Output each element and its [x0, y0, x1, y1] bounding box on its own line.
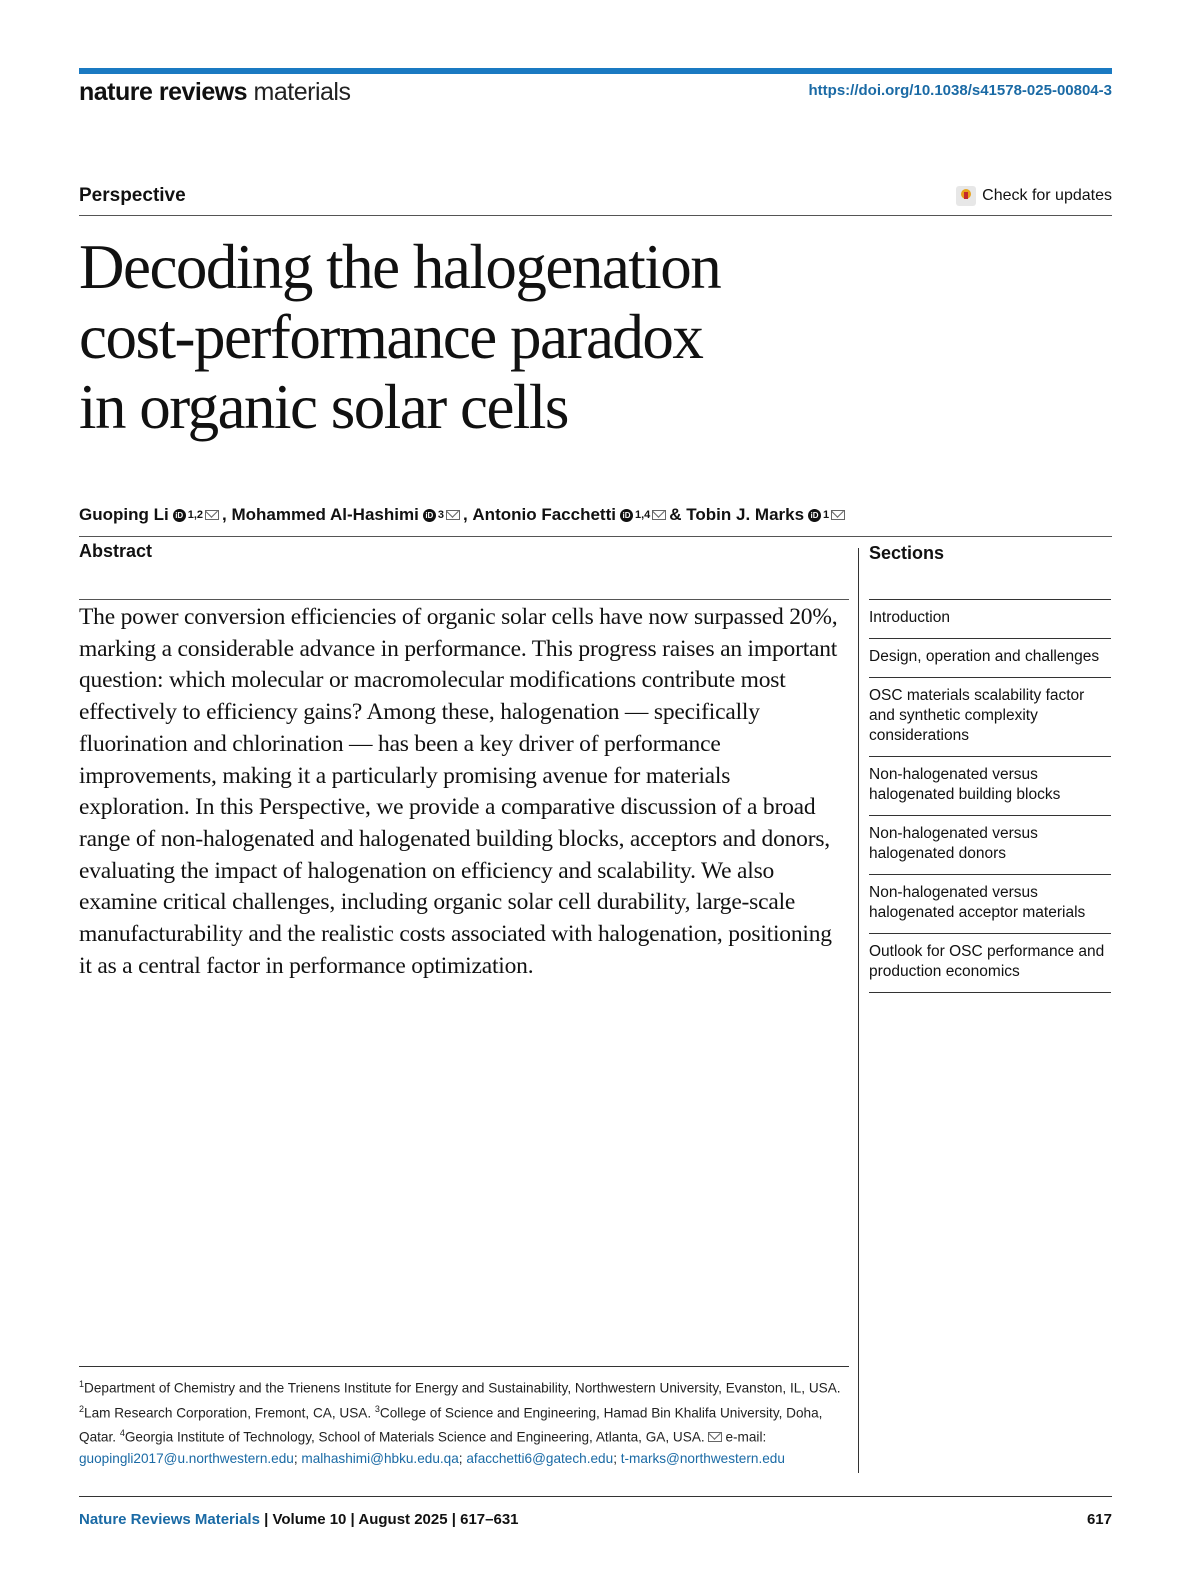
author-name[interactable]: Tobin J. Marks — [686, 505, 805, 524]
email-icon[interactable] — [446, 510, 460, 520]
footer-volume: Volume 10 — [272, 1511, 347, 1528]
footer-journal[interactable]: Nature Reviews Materials — [79, 1511, 260, 1528]
orcid-icon[interactable]: iD — [620, 509, 633, 522]
author-separator: , — [222, 505, 227, 524]
email-label: e-mail: — [725, 1429, 767, 1445]
abstract-text: The power conversion efficiencies of organic solar cells have now surpassed 20%, marking a considerable advance in performance. This progress raises an important question: which molecular or macromolecular modifications contribute most effectively to efficiency gains? Among these, halogenation — specifically fluorination and chlorination — has been a key driver of performance improvements, making it a particularly promising avenue for materials exploration. In this Perspective, we provide a comparative discussion of a broad range of non-halogenated and halogenated building blocks, acceptors and donors, evaluating the impact of halogenation on efficiency and scalability. We also examine critical challenges, including organic solar cell durability, large-scale manufacturability and the realistic costs associated with halogenation, positioning it as a central factor in performance optimization. — [79, 604, 838, 979]
email-icon[interactable] — [652, 510, 666, 520]
author-affiliation: 3 — [437, 509, 444, 521]
footnote-marker: 1 — [79, 1379, 85, 1389]
footnote-rule — [79, 1366, 849, 1367]
email-link[interactable]: guopingli2017@u.northwestern.edu — [79, 1450, 294, 1466]
orcid-icon[interactable]: iD — [423, 509, 436, 522]
page-footer: Nature Reviews Materials | Volume 10 | August 2025 | 617–631 — [79, 1511, 519, 1528]
section-link-introduction[interactable]: Introduction — [869, 599, 1111, 638]
title-rule — [79, 215, 1112, 216]
author-affiliation: 1 — [823, 509, 830, 521]
footer-rule — [79, 1496, 1112, 1497]
article-title — [79, 232, 939, 442]
affiliation-1: Department of Chemistry and the Trienens Institute for Energy and Sustainability, Northwestern University, Evanston, IL, USA. — [84, 1380, 841, 1396]
article-type: Perspective — [79, 185, 186, 206]
doi-link[interactable]: https://doi.org/10.1038/s41578-025-00804-3 — [808, 82, 1112, 99]
author-affiliation: 1,2 — [187, 509, 203, 521]
abstract-heading: Abstract — [79, 541, 153, 561]
email-link[interactable]: afacchetti6@gatech.edu — [466, 1450, 614, 1466]
email-link[interactable]: t-marks@northwestern.edu — [620, 1450, 785, 1466]
column-divider — [858, 548, 859, 1473]
sections-heading: Sections — [869, 543, 945, 563]
title-line: Decoding the halogenation — [79, 232, 721, 302]
section-link-acceptors[interactable]: Non-halogenated versus halogenated acceptor materials — [869, 874, 1111, 933]
header-accent-bar — [79, 68, 1112, 74]
orcid-icon[interactable]: iD — [808, 509, 821, 522]
author-separator: & — [669, 505, 682, 524]
section-link-donors[interactable]: Non-halogenated versus halogenated donors — [869, 815, 1111, 874]
affiliation-4: Georgia Institute of Technology, School of Materials Science and Engineering, Atlanta, GA, USA. — [124, 1429, 705, 1445]
title-line: cost-performance paradox — [79, 302, 703, 372]
check-updates-label: Check for updates — [982, 187, 1112, 204]
title-line: in organic solar cells — [79, 372, 568, 442]
orcid-icon[interactable]: iD — [173, 509, 186, 522]
author-affiliation: 1,4 — [634, 509, 651, 521]
check-updates-button[interactable] — [956, 186, 1112, 206]
brand-light: materials — [253, 78, 351, 106]
author-name[interactable]: Antonio Facchetti — [472, 505, 616, 524]
crossmark-icon — [956, 186, 976, 206]
author-list — [79, 505, 848, 525]
footnote-marker: 3 — [374, 1403, 380, 1414]
footer-date: August 2025 — [358, 1511, 448, 1528]
brand-bold: nature reviews — [79, 78, 248, 106]
author-separator: , — [462, 505, 468, 524]
email-icon — [708, 1432, 722, 1442]
affiliation-3: College of Science and Engineering, Hamad Bin Khalifa University, Doha, Qatar. — [79, 1405, 823, 1445]
journal-brand — [79, 78, 350, 107]
section-link-building-blocks[interactable]: Non-halogenated versus halogenated building blocks — [869, 756, 1111, 815]
affiliation-2: Lam Research Corporation, Fremont, CA, USA. — [84, 1405, 372, 1421]
section-link-design[interactable]: Design, operation and challenges — [869, 638, 1111, 677]
authors-rule — [79, 536, 1112, 537]
affiliations-footnote: $^1$Department of Chemistry and the Trienens Institute for Energy and Sustainability, Northwestern University, Evanston, IL, USA. $^2$Lam Research Corporation, Fremont, CA, USA. $^3$College of Science and Engineering, Hamad Bin Khalifa University, Doha, Qatar. $^4$Georgia Institute of Technology, School of Materials Science and Engineering, Atlanta, GA, USA. e-mail: guopingli2017@u.northwestern.edu; malhashimi@hbku.edu.qa; afacchetti6@gatech.edu; t-marks@northwestern.edu — [79, 1379, 841, 1466]
section-link-scalability[interactable]: OSC materials scalability factor and synthetic complexity considerations — [869, 677, 1111, 756]
footnote-marker: 2 — [79, 1403, 85, 1414]
footer-pages: 617–631 — [460, 1511, 519, 1528]
abstract-rule — [79, 599, 849, 600]
author-name[interactable]: Guoping Li — [79, 505, 169, 524]
email-icon[interactable] — [831, 510, 845, 520]
page-number: 617 — [1086, 1511, 1112, 1528]
section-link-outlook[interactable]: Outlook for OSC performance and production economics — [869, 933, 1111, 993]
footnote-marker: 4 — [119, 1428, 125, 1439]
email-link[interactable]: malhashimi@hbku.edu.qa — [301, 1450, 459, 1466]
email-icon[interactable] — [205, 510, 219, 520]
sections-list — [869, 599, 1111, 993]
author-name[interactable]: Mohammed Al-Hashimi — [231, 505, 419, 524]
